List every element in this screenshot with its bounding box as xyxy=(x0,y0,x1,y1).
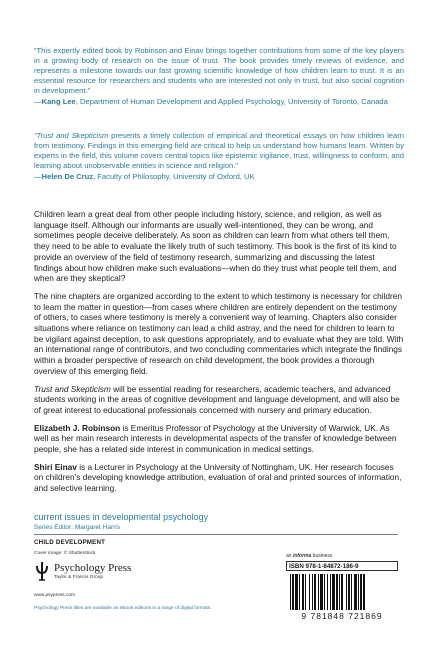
informa-brand: informa xyxy=(292,553,312,559)
series-editor: Series Editor: Margaret Harris xyxy=(34,524,120,531)
barcode-bar xyxy=(290,574,291,610)
book-description xyxy=(34,209,404,501)
subject-category: CHILD DEVELOPMENT xyxy=(34,539,106,546)
attribution-dash: — xyxy=(34,97,42,106)
psi-logo-icon xyxy=(34,561,50,581)
barcode-bar xyxy=(336,574,338,610)
barcode-bar xyxy=(292,574,294,610)
ebook-note: Psychology Press titles are available as eBook editions in a range of digital formats xyxy=(34,606,211,611)
praise-author: Helen De Cruz xyxy=(41,172,94,181)
book-title-italic: Trust and Skepticism xyxy=(34,383,111,394)
barcode-bar xyxy=(302,574,304,610)
description-paragraph-2: The nine chapters are organized according to the extent to which testimony is necessary for children to learn the matter in question—from cases where children are entirely dependent on the testimony of others, to cases where testimony is merely a convenient way of learning. Chapters also consider situations where reliance on testimony can lead a child astray, and the need for children to learn to be vigilant against deception, to ask questions appropriately, and to evaluate what they are told. With an international range of contributors, and two concluding commentaries which integrate the findings within a broader perspective of research on child development, the book provides a thorough overview of this emerging field. xyxy=(34,290,404,376)
barcode-bar xyxy=(312,574,313,610)
praise-quote-1 xyxy=(34,46,404,107)
barcode-bar xyxy=(358,574,359,610)
praise-author: Kang Lee xyxy=(41,97,76,106)
cover-image-credit: Cover image: © Shutterstock xyxy=(34,551,96,556)
publisher-url: www.psypress.com xyxy=(34,593,76,598)
barcode-bar xyxy=(318,574,319,610)
publisher-name: Psychology Press xyxy=(54,562,132,574)
barcode-bar xyxy=(339,574,340,610)
praise-quote-2 xyxy=(34,131,404,182)
attribution-dash: — xyxy=(34,172,42,181)
barcode-bar xyxy=(363,574,365,610)
series-info xyxy=(34,512,294,532)
barcode-bar xyxy=(332,574,335,610)
barcode-bar xyxy=(351,574,352,610)
praise-attribution xyxy=(34,172,404,182)
informa-suffix: business xyxy=(311,553,333,559)
praise-affiliation: , Department of Human Development and Applied Psychology, University of Toronto, Canada xyxy=(75,97,388,106)
barcode-bar xyxy=(354,574,357,610)
barcode-bar xyxy=(320,574,323,610)
book-title-italic: “Trust and Skepticism xyxy=(34,131,109,140)
divider xyxy=(34,534,398,535)
barcode-bar xyxy=(305,574,306,610)
editor-bio-einav xyxy=(34,462,404,494)
description-paragraph-3 xyxy=(34,384,404,416)
praise-quote-text: “This expertly edited book by Robinson and Einav brings together contributions from some of the key players in a growing body of research on the issue of trust. The book provides timely reviews of evidence, and represents a milestone towards our fast growing scientific knowledge of how children learn to trust. It is an essential resource for researchers and students who are interested not only in trust, but also social cognition in development.” xyxy=(34,46,404,95)
barcode-digits: 9 781848 721869 xyxy=(301,611,383,621)
informa-prefix: an xyxy=(286,553,293,559)
barcode-bar xyxy=(299,574,300,610)
praise-attribution xyxy=(34,97,404,107)
barcode-bar xyxy=(348,574,350,610)
editor-bio-text: is a Lecturer in Psychology at the University of Nottingham, UK. Her research focuses on children’s developing knowledge attribution, evaluation of oral and printed sources of information, and selective learning. xyxy=(34,461,402,494)
editor-name: Elizabeth J. Robinson xyxy=(34,422,121,433)
series-title: current issues in developmental psychology xyxy=(34,512,209,522)
publisher-logo xyxy=(34,561,154,591)
barcode-bar xyxy=(295,574,298,610)
publisher-group: Taylor & Francis Group xyxy=(54,575,104,580)
barcode-bar xyxy=(327,574,328,610)
editor-bio-robinson xyxy=(34,423,404,455)
barcode-bar xyxy=(341,574,343,610)
informa-business xyxy=(286,553,332,559)
barcode-bar xyxy=(309,574,310,610)
editor-name: Shiri Einav xyxy=(34,461,77,472)
paragraph-rest: will be essential reading for researchers, academic teachers, and advanced students working in the areas of cognitive development and language development, and will also be of great interest to educational professionals concerned with nursery and primary education. xyxy=(34,383,400,415)
barcode-bar xyxy=(346,574,347,610)
barcode-bar xyxy=(324,574,325,610)
barcode-bar xyxy=(314,574,316,610)
barcode-bar xyxy=(360,574,362,610)
editor-bio-text: is Emeritus Professor of Psychology at the University of Warwick, UK. As well as her main research interests in developmental aspects of the transfer of knowledge between people, she has a related side interest in communication in medical settings. xyxy=(34,422,397,455)
barcode-icon xyxy=(286,574,398,614)
praise-quote-rest: presents a timely collection of empirical and theoretical essays on how children learn from testimony. Findings in this emerging field are critical to help us understand how humans learn. Written by experts in the field, this volume covers central topics like epistemic vigilance, trust, willingness to conform, and learning about unobservable entities in science and religion.” xyxy=(34,131,404,170)
praise-quote-text xyxy=(34,131,404,171)
description-paragraph-1: Children learn a great deal from other people including history, science, and religion, as well as language itself. Although our informants are usually well-intentioned, they can be wrong, and sometimes people deceive deliberately. As soon as children can learn from what others tell them, they need to be able to evaluate the likely truth of such testimony. This book is the first of its kind to provide an overview of the field of testimony research, summarizing and discussing the latest findings about how children make such evaluations—when do they trust what people tell them, and when are they skeptical? xyxy=(34,209,397,284)
isbn-box: ISBN 978-1-84872-186-9 xyxy=(286,561,398,571)
barcode-bar xyxy=(330,574,331,610)
praise-affiliation: , Faculty of Philosophy, University of Oxford, UK xyxy=(93,172,255,181)
